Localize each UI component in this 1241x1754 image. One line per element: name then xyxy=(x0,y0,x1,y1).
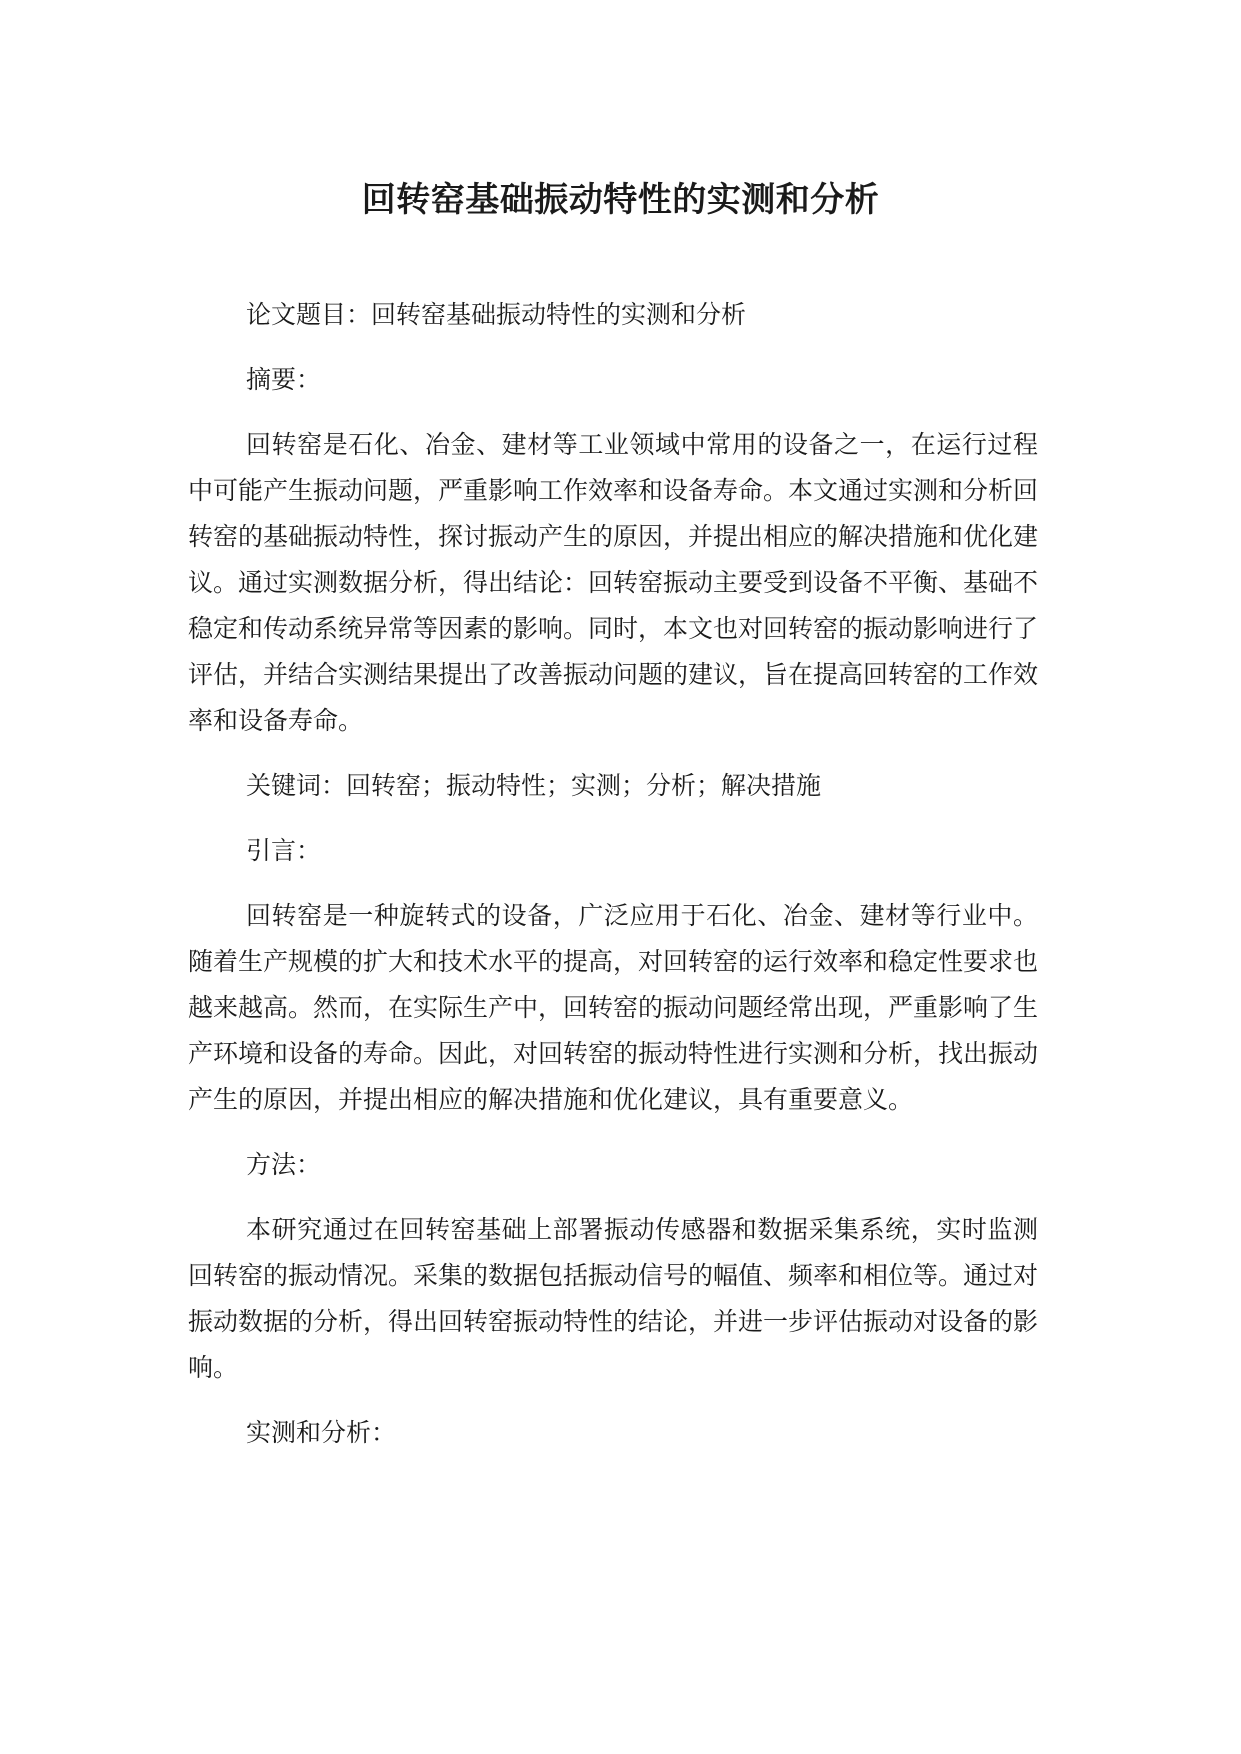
document-title: 回转窑基础振动特性的实测和分析 xyxy=(361,180,880,220)
analysis-heading: 实测和分析： xyxy=(246,1418,397,1447)
method-heading: 方法： xyxy=(246,1150,322,1179)
intro-heading: 引言： xyxy=(246,836,322,865)
keywords-line: 关键词：回转窑；振动特性；实测；分析；解决措施 xyxy=(246,771,822,800)
abstract-paragraph: 回转窑是石化、冶金、建材等工业领域中常用的设备之一，在运行过程中可能产生振动问题，严重影响工作效率和设备寿命。本文通过实测和分析回转窑的基础振动特性，探讨振动产生的原因，并提出相应的解决措施和优化建议。通过实测数据分析，得出结论：回转窑振动主要受到设备不平衡、基础不稳定和传动系统异常等因素的影响。同时，本文也对回转窑的振动影响进行了评估，并结合实测结果提出了改善振动问题的建议，旨在提高回转窑的工作效率和设备寿命。 xyxy=(188,430,1039,735)
method-paragraph: 本研究通过在回转窑基础上部署振动传感器和数据采集系统，实时监测回转窑的振动情况。采集的数据包括振动信号的幅值、频率和相位等。通过对振动数据的分析，得出回转窑振动特性的结论，并进一步评估振动对设备的影响。 xyxy=(188,1215,1039,1382)
intro-paragraph: 回转窑是一种旋转式的设备，广泛应用于石化、冶金、建材等行业中。随着生产规模的扩大和技术水平的提高，对回转窑的运行效率和稳定性要求也越来越高。然而，在实际生产中，回转窑的振动问题经常出现，严重影响了生产环境和设备的寿命。因此，对回转窑的振动特性进行实测和分析，找出振动产生的原因，并提出相应的解决措施和优化建议，具有重要意义。 xyxy=(188,901,1039,1114)
document-body xyxy=(188,292,1038,1475)
abstract-heading: 摘要： xyxy=(246,365,322,394)
paper-title-line: 论文题目：回转窑基础振动特性的实测和分析 xyxy=(246,300,747,329)
